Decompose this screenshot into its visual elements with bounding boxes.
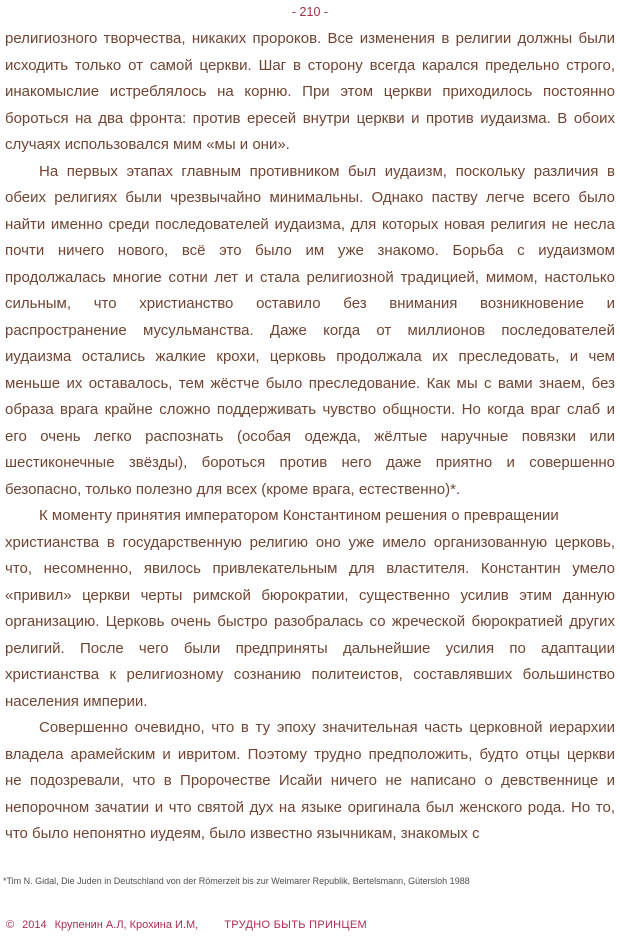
copyright-symbol: © (6, 919, 15, 931)
text-line: иудаизма остались жалкие крохи, церковь продолжала их преследовать, и чем (5, 348, 615, 365)
text-line: почти ничего нового, всё это было им уже знакомо. Борьба с иудаизмом (5, 242, 615, 259)
text-line: религий. После чего были предприняты дальнейшие усилия по адаптации (5, 639, 615, 657)
text-line: населения империи. (5, 692, 148, 710)
text-line: образа врага крайне сложно поддерживать чувство общности. Но когда враг слаб и (5, 401, 615, 418)
text-line: найти именно среди последователей иудаизма, для которых новая религия не несла (5, 215, 615, 233)
text-line: «привил» церкви черты римской бюрократии, существенно усилив этим данную (5, 586, 615, 604)
footer-authors: Крупенин А.Л, Крохина И.М, (54, 919, 199, 931)
text-line: обеих религиях были чрезвычайно минимальны. Однако паству легче всего было (5, 189, 615, 206)
text-line: На первых этапах главным противником был иудаизм, поскольку различия в (39, 162, 615, 180)
text-line: шестиконечные звёзды), бороться против него даже приятно и совершенно (5, 454, 615, 471)
text-line: организацию. Церковь очень быстро разобралась со жреческой бюрократией других (5, 613, 615, 630)
text-line: исходить только от самой церкви. Шаг в сторону всегда карался предельно строго, (5, 56, 615, 74)
text-line: владела арамейским и ивритом. Поэтому трудно предположить, будто отцы церкви (5, 745, 615, 763)
text-line: Совершенно очевидно, что в ту эпоху значительная часть церковной иерархии (39, 719, 615, 736)
text-line: случаях использовался мим «мы и они». (5, 136, 290, 153)
page-number: - 210 - (291, 5, 329, 19)
text-line: бороться на два фронта: против ересей внутри церкви и против иудаизма. В обоих (5, 109, 615, 127)
body-text (0, 26, 620, 848)
footer-book-title: ТРУДНО БЫТЬ ПРИНЦЕМ (224, 919, 367, 931)
text-line: что было непонятно иудеям, было известно язычникам, знакомых с (5, 825, 480, 842)
page-footer (6, 919, 616, 931)
text-line: продолжалась многие сотни лет и стала религиозной традицией, мимом, настолько (5, 268, 615, 286)
text-line: не подозревали, что в Пророчестве Исайи ничего не написано о девственнице и (5, 772, 615, 789)
text-line: непорочном зачатии и что святой дух на языке оригинала был женского рода. Но то, (5, 798, 615, 816)
text-line: христианства к религиозному сознанию политеистов, составлявших большинство (5, 666, 615, 683)
text-line: что, несомненно, явилось привлекательным для властителя. Константин умело (5, 560, 615, 577)
text-line: христианства в государственную религию оно уже имело организованную церковь, (5, 533, 615, 551)
text-line: его очень легко распознать (особая одежда, жёлтые наручные повязки или (5, 427, 615, 445)
text-line: инакомыслие истреблялось на корню. При этом церкви приходилось постоянно (5, 83, 615, 100)
text-line: меньше их оставалось, тем жёстче было преследование. Как мы с вами знаем, без (5, 374, 615, 392)
text-line: К моменту принятия императором Константином решения о превращении (39, 507, 559, 524)
footnote: *Tim N. Gidal, Die Juden in Deutschland von der Römerzeit bis zur Weimarer Republik, Bertelsmann, Gütersloh 1988 (3, 876, 470, 886)
text-line: сильным, что христианство оставило без внимания возникновение и (5, 295, 615, 312)
text-line: распространение мусульманства. Даже когда от миллионов последователей (5, 321, 615, 339)
text-line: безопасно, только полезно для всех (кроме врага, естественно)*. (5, 480, 461, 498)
footer-year: 2014 (22, 919, 47, 931)
text-line: религиозного творчества, никаких пророков. Все изменения в религии должны были (5, 30, 615, 47)
